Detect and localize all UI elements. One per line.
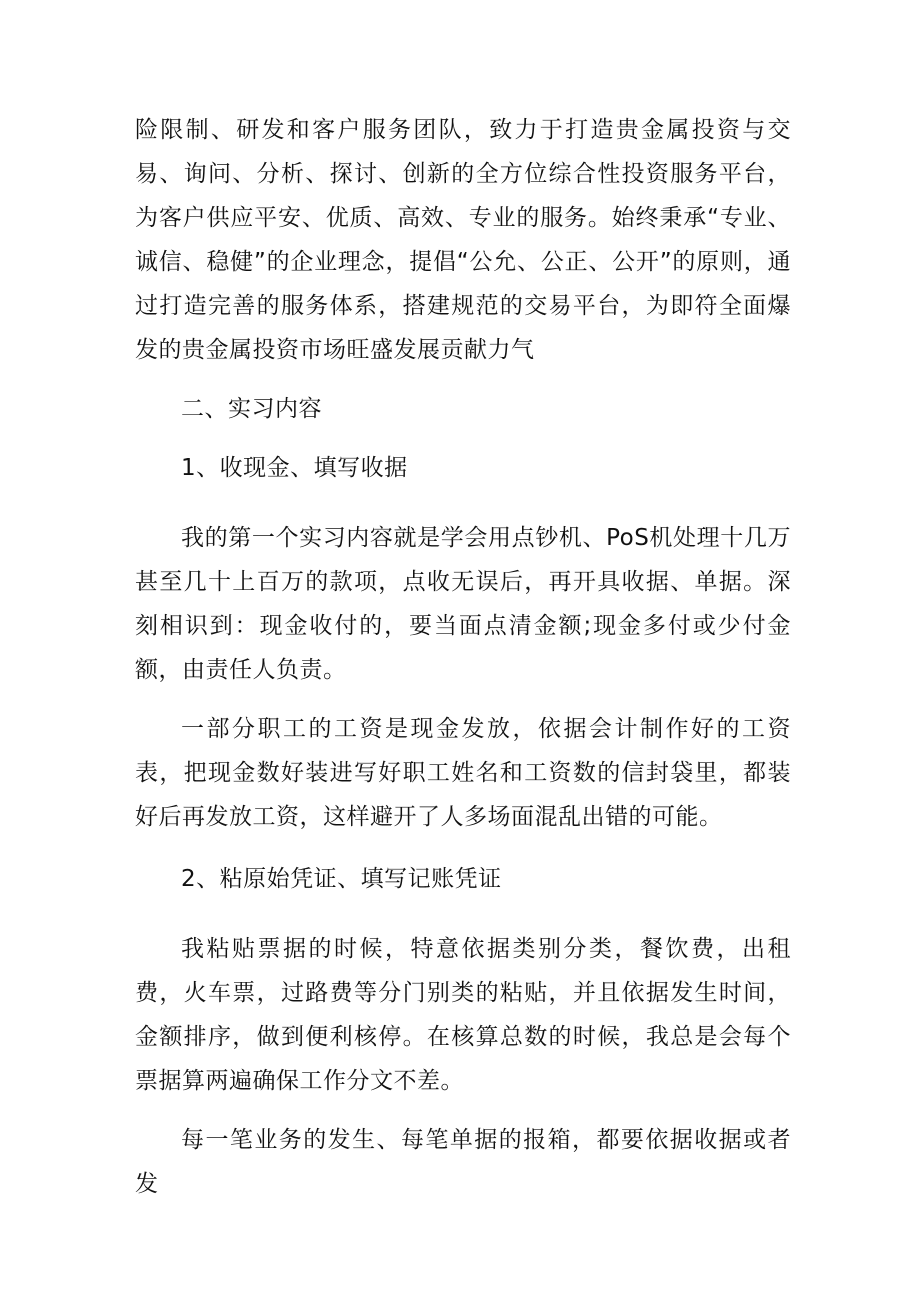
heading-internship-content: 二、实习内容	[181, 396, 322, 422]
paragraph-salary-payment: 一部分职工的工资是现金发放，依据会计制作好的工资表，把现金数好装进写好职工姓名和工资数的信封袋里，都装好后再发放工资，这样避开了人多场面混乱出错的可能。	[135, 716, 791, 830]
paragraph-cash-handling: 我的第一个实习内容就是学会用点钞机、PoS机处理十几万甚至几十上百万的款项，点收无误后，再开具收据、单据。深刻相识到：现金收付的，要当面点清金额;现金多付或少付金额，由责任人负责。	[135, 525, 791, 683]
paragraph-reimbursement: 每一笔业务的发生、每笔单据的报箱，都要依据收据或者发	[135, 1127, 791, 1197]
heading-vouchers: 2、粘原始凭证、填写记账凭证	[181, 866, 502, 892]
paragraph-pasting-receipts: 我粘贴票据的时候，特意依据类别分类，餐饮费，出租费，火车票，过路费等分门别类的粘贴，并且依据发生时间，金额排序，做到便利核停。在核算总数的时候，我总是会每个票据算两遍确保工作分文不差。	[135, 936, 791, 1094]
paragraph-company-intro: 险限制、研发和客户服务团队，致力于打造贵金属投资与交易、询问、分析、探讨、创新的全方位综合性投资服务平台，为客户供应平安、优质、高效、专业的服务。始终秉承“专业、诚信、稳健”的企业理念，提倡“公允、公正、公开”的原则，通过打造完善的服务体系，搭建规范的交易平台，为即符全面爆发的贵金属投资市场旺盛发展贡献力气	[135, 117, 791, 363]
heading-cash-receipts: 1、收现金、填写收据	[181, 455, 408, 481]
document-body	[135, 108, 791, 1206]
